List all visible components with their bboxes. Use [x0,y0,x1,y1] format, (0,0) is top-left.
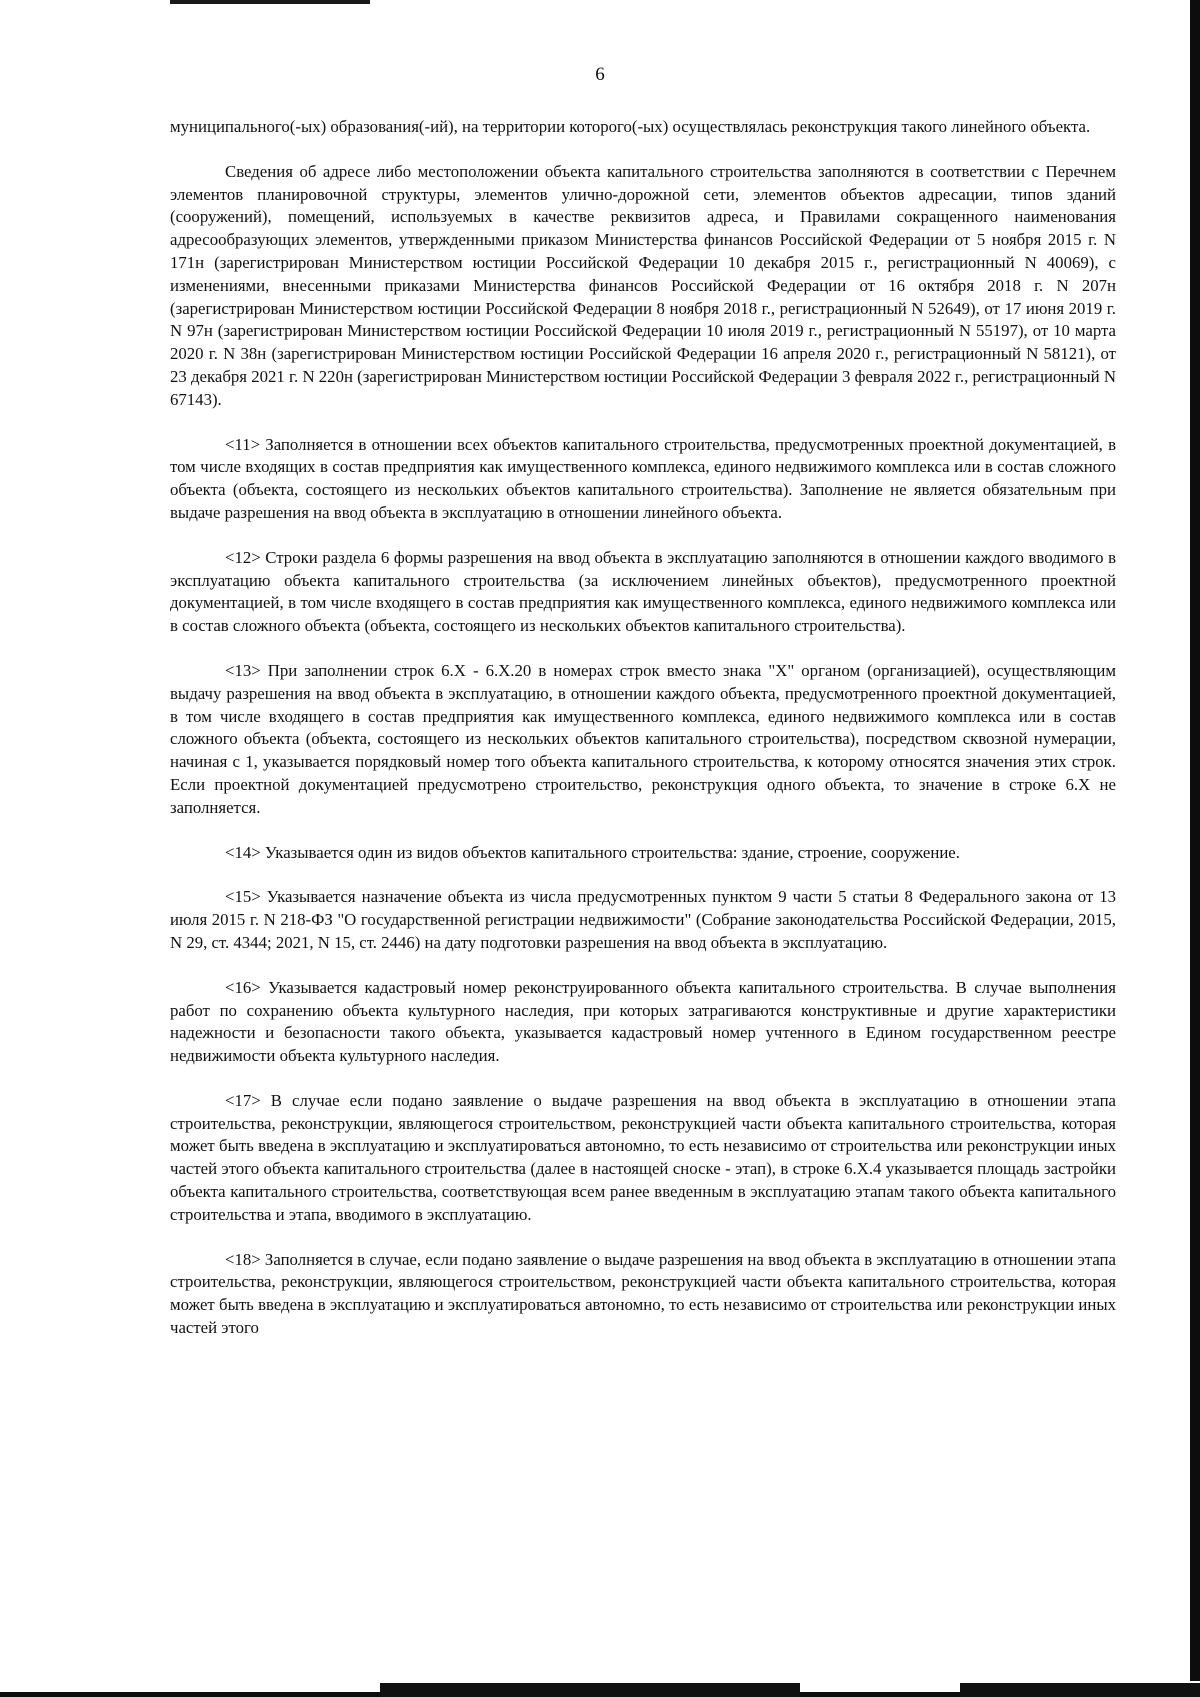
paragraph-continuation: муниципального(-ых) образования(-ий), на территории которого(-ых) осуществлялась реконструкция такого линейного объекта. [170,117,1091,136]
footnote-15: <15> Указывается назначение объекта из числа предусмотренных пунктом 9 части 5 статьи 8 Федерального закона от 13 июля 2015 г. N 218-ФЗ "О государственной регистрации недвижимости" (Собрание законодательства Российской Федерации, 2015, N 29, ст. 4344; 2021, N 15, ст. 2446) на дату подготовки разрешения на ввод объекта в эксплуатацию. [170,887,1116,952]
footnote-18: <18> Заполняется в случае, если подано заявление о выдаче разрешения на ввод объекта в эксплуатацию в отношении этапа строительства, реконструкции, являющегося строительством, реконструкцией части объекта капитального строительства, которая может быть введена в эксплуатацию и эксплуатироваться автономно, то есть независимо от строительства или реконструкции иных частей этого [170,1249,1116,1338]
footnote-16: <16> Указывается кадастровый номер реконструированного объекта капитального строительства. В случае выполнения работ по сохранению объекта культурного наследия, при которых затрагиваются конструктивные и другие характеристики надежности и безопасности такого объекта, указывается кадастровый номер учтенного в Едином государственном реестре недвижимости объекта культурного наследия. [170,977,1116,1066]
footnote-11: <11> Заполняется в отношении всех объектов капитального строительства, предусмотренных проектной документацией, в том числе входящих в состав предприятия как имущественного комплекса, единого недвижимого комплекса или в состав сложного объекта (объекта, состоящего из нескольких объектов капитального строительства). Заполнение не является обязательным при выдаче разрешения на ввод объекта в эксплуатацию в отношении линейного объекта. [170,434,1116,522]
footnote-13: <13> При заполнении строк 6.X - 6.X.20 в номерах строк вместо знака "X" органом (организацией), осуществляющим выдачу разрешения на ввод объекта в эксплуатацию, в отношении каждого объекта, предусмотренного проектной документацией, в том числе входящего в состав предприятия как имущественного комплекса, единого недвижимого комплекса или в состав сложного объекта (объекта, состоящего из нескольких объектов капитального строительства), посредством сквозной нумерации, начиная с 1, указывается порядковый номер того объекта капитального строительства, к которому относятся значения этих строк. Если проектной документацией предусмотрено строительство, реконструкция одного объекта, то значение в строке 6.X не заполняется. [170,660,1116,817]
footnote-14: <14> Указывается один из видов объектов капитального строительства: здание, строение, сооружение. [225,842,960,862]
page-number: 6 [595,64,605,85]
scan-artifact-top [170,0,370,4]
scan-artifact-right [1190,0,1200,1697]
document-body [170,116,1116,1362]
paragraph-address-info: Сведения об адресе либо местоположении объекта капитального строительства заполняются в соответствии с Перечнем элементов планировочной структуры, элементов улично-дорожной сети, элементов объектов адресации, типов зданий (сооружений), помещений, используемых в качестве реквизитов адреса, и Правилами сокращенного наименования адресообразующих элементов, утвержденными приказом Министерства финансов Российской Федерации от 5 ноября 2015 г. N 171н (зарегистрирован Министерством юстиции Российской Федерации 10 декабря 2015 г., регистрационный N 40069), с изменениями, внесенными приказами Министерства финансов Российской Федерации от 16 октября 2018 г. N 207н (зарегистрирован Министерством юстиции Российской Федерации 8 ноября 2018 г., регистрационный N 52649), от 17 июня 2019 г. N 97н (зарегистрирован Министерством юстиции Российской Федерации 10 июля 2019 г., регистрационный N 55197), от 10 марта 2020 г. N 38н (зарегистрирован Министерством юстиции Российской Федерации 16 апреля 2020 г., регистрационный N 58121), от 23 декабря 2021 г. N 220н (зарегистрирован Министерством юстиции Российской Федерации 3 февраля 2022 г., регистрационный N 67143). [170,161,1116,409]
footnote-17: <17> В случае если подано заявление о выдаче разрешения на ввод объекта в эксплуатацию в отношении этапа строительства, реконструкции, являющегося строительством, реконструкцией части объекта капитального строительства, которая может быть введена в эксплуатацию и эксплуатироваться автономно, то есть независимо от строительства или реконструкции иных частей этого объекта капитального строительства (далее в настоящей сноске - этап), в строке 6.X.4 указывается площадь застройки объекта капитального строительства, соответствующая всем ранее введенным в эксплуатацию этапам такого объекта капитального строительства и этапа, вводимого в эксплуатацию. [170,1090,1116,1224]
scan-artifact-bottom-blob [380,1683,800,1697]
footnote-12: <12> Строки раздела 6 формы разрешения на ввод объекта в эксплуатацию заполняются в отношении каждого вводимого в эксплуатацию объекта капитального строительства (за исключением линейных объектов), предусмотренного проектной документацией, в том числе входящего в состав предприятия как имущественного комплекса, единого недвижимого комплекса или в состав сложного объекта (объекта, состоящего из нескольких объектов капитального строительства). [170,547,1116,636]
scan-artifact-bottom [0,1681,1200,1697]
scan-artifact-bottom-blob-right [960,1683,1200,1697]
